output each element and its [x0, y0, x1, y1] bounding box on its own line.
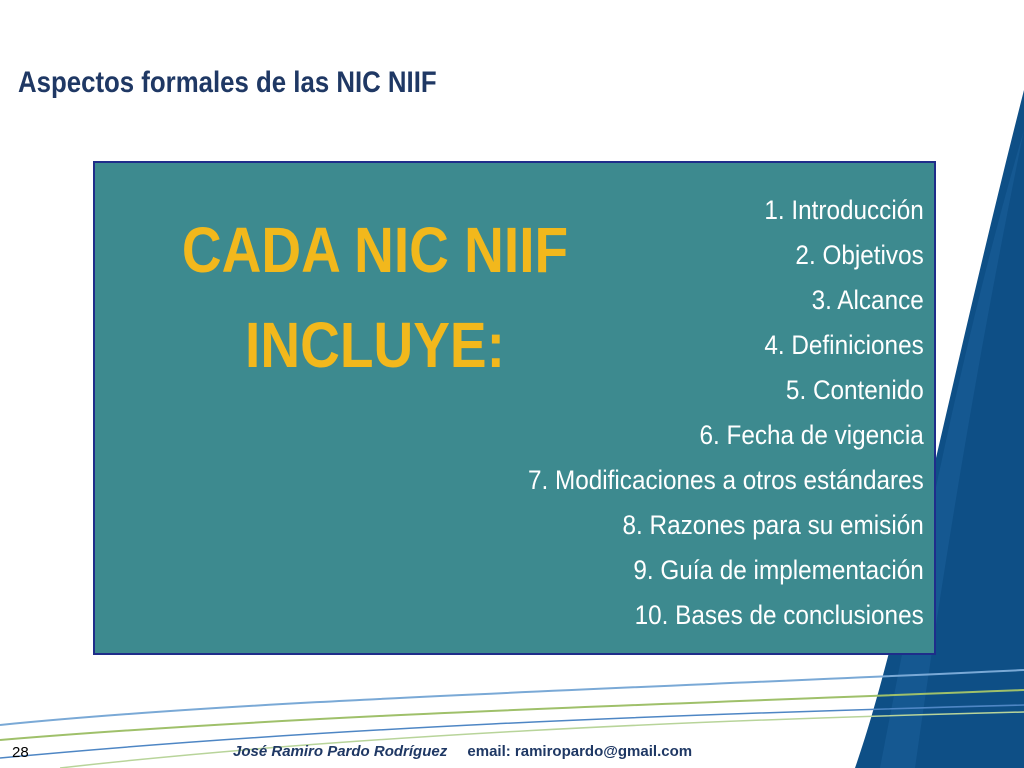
- list-item: 6. Fecha de vigencia: [699, 420, 924, 450]
- slide-title: Aspectos formales de las NIC NIIF: [18, 66, 437, 99]
- list-item: 3. Alcance: [811, 285, 924, 315]
- content-panel: [93, 161, 936, 655]
- list-item: 8. Razones para su emisión: [622, 510, 924, 540]
- list-item: 7. Modificaciones a otros estándares: [528, 465, 924, 495]
- footer-email: email: ramiropardo@gmail.com: [467, 743, 693, 760]
- footer-credits: [233, 743, 692, 760]
- headline-line-1: CADA NIC NIIF: [181, 214, 569, 286]
- contents-list: [484, 188, 924, 638]
- list-item: 5. Contenido: [786, 375, 924, 405]
- headline-line-2: INCLUYE:: [245, 309, 505, 381]
- list-item: 1. Introducción: [764, 195, 924, 225]
- page-number: 28: [12, 744, 29, 761]
- list-item: 10. Bases de conclusiones: [634, 600, 924, 630]
- list-item: 4. Definiciones: [764, 330, 924, 360]
- list-item: 9. Guía de implementación: [633, 555, 924, 585]
- footer-author: José Ramiro Pardo Rodríguez: [233, 743, 448, 760]
- list-item: 2. Objetivos: [795, 240, 924, 270]
